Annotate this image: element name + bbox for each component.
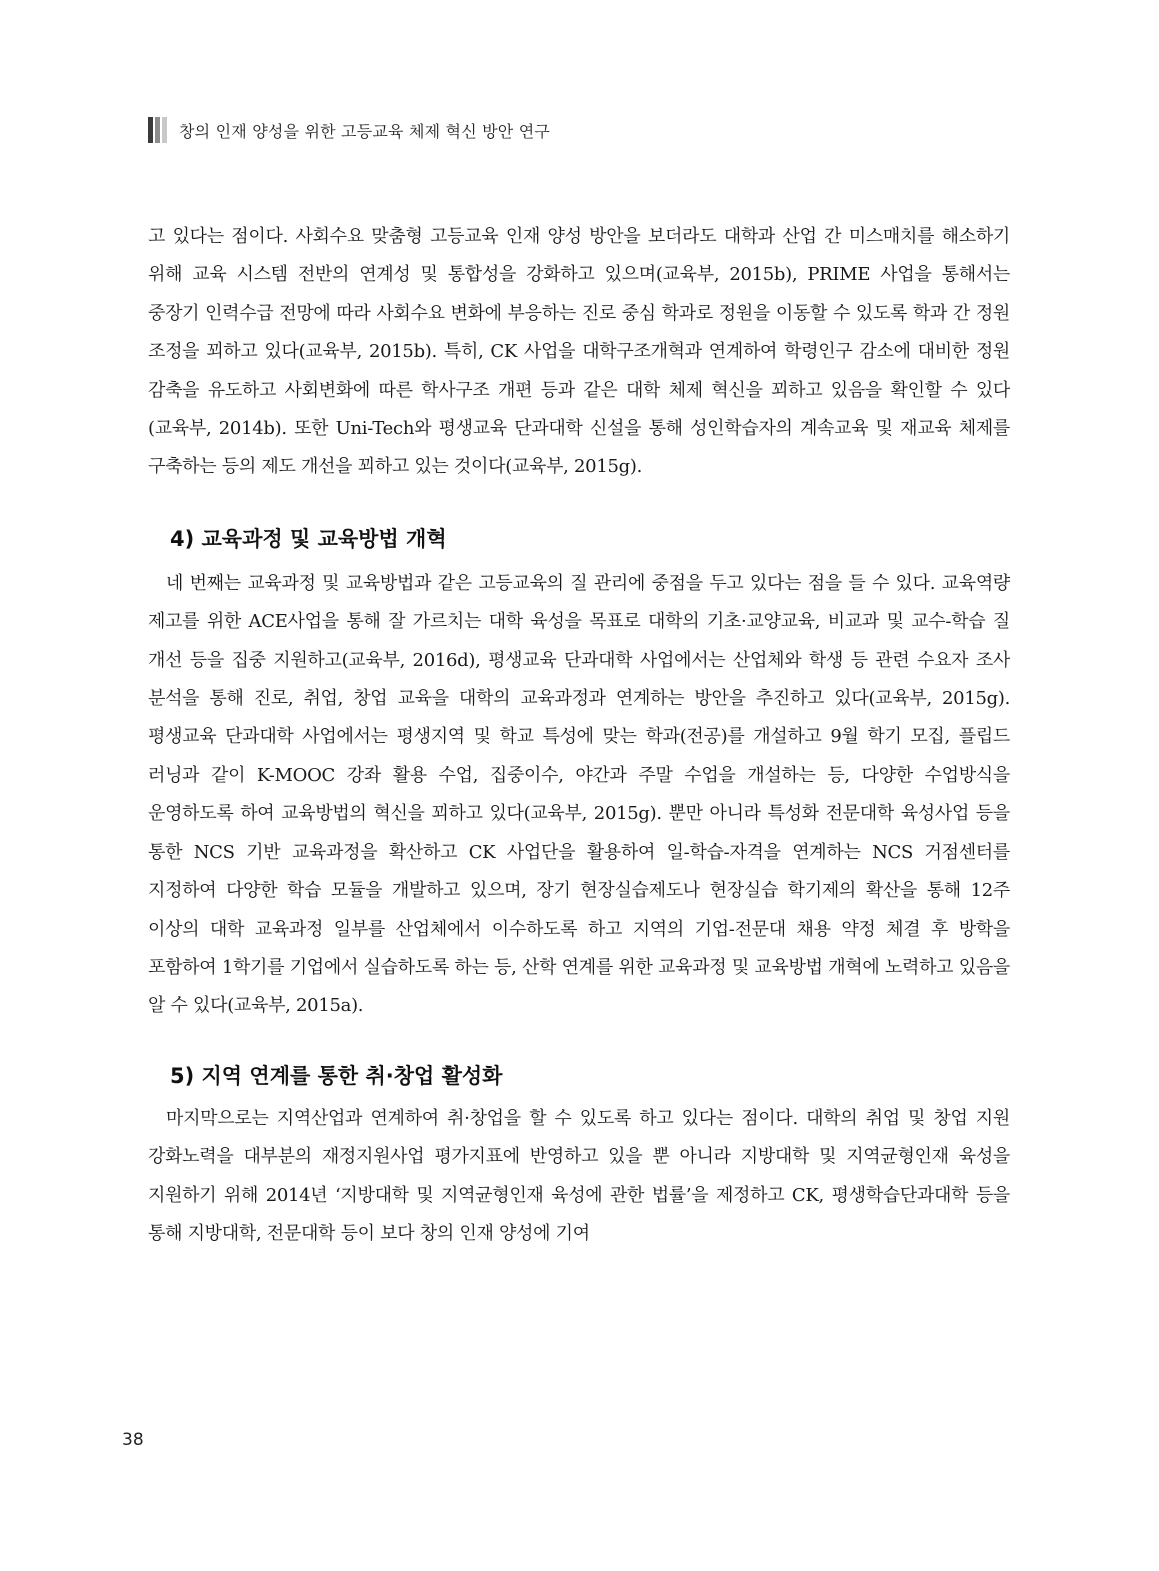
body-paragraph-1: 고 있다는 점이다. 사회수요 맞춤형 고등교육 인재 양성 방안을 보더라도 대학과 산업 간 미스매치를 해소하기 위해 교육 시스템 전반의 연계성 및 통합성을 강화하고 있으며(교육부, 2015b), PRIME 사업을 통해서는 중장기 인력수급 전망에 따라 사회수요 변화에 부응하는 진로 중심 학과로 정원을 이동할 수 있도록 학과 간 정원 조정을 꾀하고 있다(교육부, 2015b). 특히, CK 사업을 대학구조개혁과 연계하여 학령인구 감소에 대비한 정원 감축을 유도하고 사회변화에 따른 학사구조 개편 등과 같은 대학 체제 혁신을 꾀하고 있음을 확인할 수 있다(교육부, 2014b). 또한 Uni-Tech와 평생교육 단과대학 신설을 통해 성인학습자의 계속교육 및 재교육 체제를 구축하는 등의 제도 개선을 꾀하고 있는 것이다(교육부, 2015g). [148, 226, 1010, 478]
page-body [148, 218, 1010, 1253]
page-number: 38 [122, 1430, 144, 1450]
running-header [148, 116, 550, 144]
header-bar-mark-icon [148, 117, 169, 143]
body-paragraph-section-5: 마지막으로는 지역산업과 연계하여 취·창업을 할 수 있도록 하고 있다는 점이다. 대학의 취업 및 창업 지원 강화노력을 대부분의 재정지원사업 평가지표에 반영하고 있을 뿐 아니라 지방대학 및 지역균형인재 육성을 지원하기 위해 2014년 ‘지방대학 및 지역균형인재 육성에 관한 법률’을 제정하고 CK, 평생학습단과대학 등을 통해 지방대학, 전문대학 등이 보다 창의 인재 양성에 기여 [148, 1107, 1010, 1244]
section-heading-5: 5) 지역 연계를 통한 취·창업 활성화 [170, 1063, 503, 1088]
body-paragraph-section-4: 네 번째는 교육과정 및 교육방법과 같은 고등교육의 질 관리에 중점을 두고 있다는 점을 들 수 있다. 교육역량 제고를 위한 ACE사업을 통해 잘 가르치는 대학 육성을 목표로 대학의 기초·교양교육, 비교과 및 교수-학습 질 개선 등을 집중 지원하고(교육부, 2016d), 평생교육 단과대학 사업에서는 산업체와 학생 등 관련 수요자 조사 분석을 통해 진로, 취업, 창업 교육을 대학의 교육과정과 연계하는 방안을 추진하고 있다(교육부, 2015g). 평생교육 단과대학 사업에서는 평생지역 및 학교 특성에 맞는 학과(전공)를 개설하고 9월 학기 모집, 플립드 러닝과 같이 K-MOOC 강좌 활용 수업, 집중이수, 야간과 주말 수업을 개설하는 등, 다양한 수업방식을 운영하도록 하여 교육방법의 혁신을 꾀하고 있다(교육부, 2015g). 뿐만 아니라 특성화 전문대학 육성사업 등을 통한 NCS 기반 교육과정을 확산하고 CK 사업단을 활용하여 일-학습-자격을 연계하는 NCS 거점센터를 지정하여 다양한 학습 모듈을 개발하고 있으며, 장기 현장실습제도나 현장실습 학기제의 확산을 통해 12주 이상의 대학 교육과정 일부를 산업체에서 이수하도록 하고 지역의 기업-전문대 채용 약정 체결 후 방학을 포함하여 1학기를 기업에서 실습하도록 하는 등, 산학 연계를 위한 교육과정 및 교육방법 개혁에 노력하고 있음을 알 수 있다(교육부, 2015a). [148, 572, 1010, 1017]
running-title: 창의 인재 양성을 위한 고등교육 체제 혁신 방안 연구 [179, 121, 551, 141]
section-heading-4: 4) 교육과정 및 교육방법 개혁 [170, 526, 447, 551]
